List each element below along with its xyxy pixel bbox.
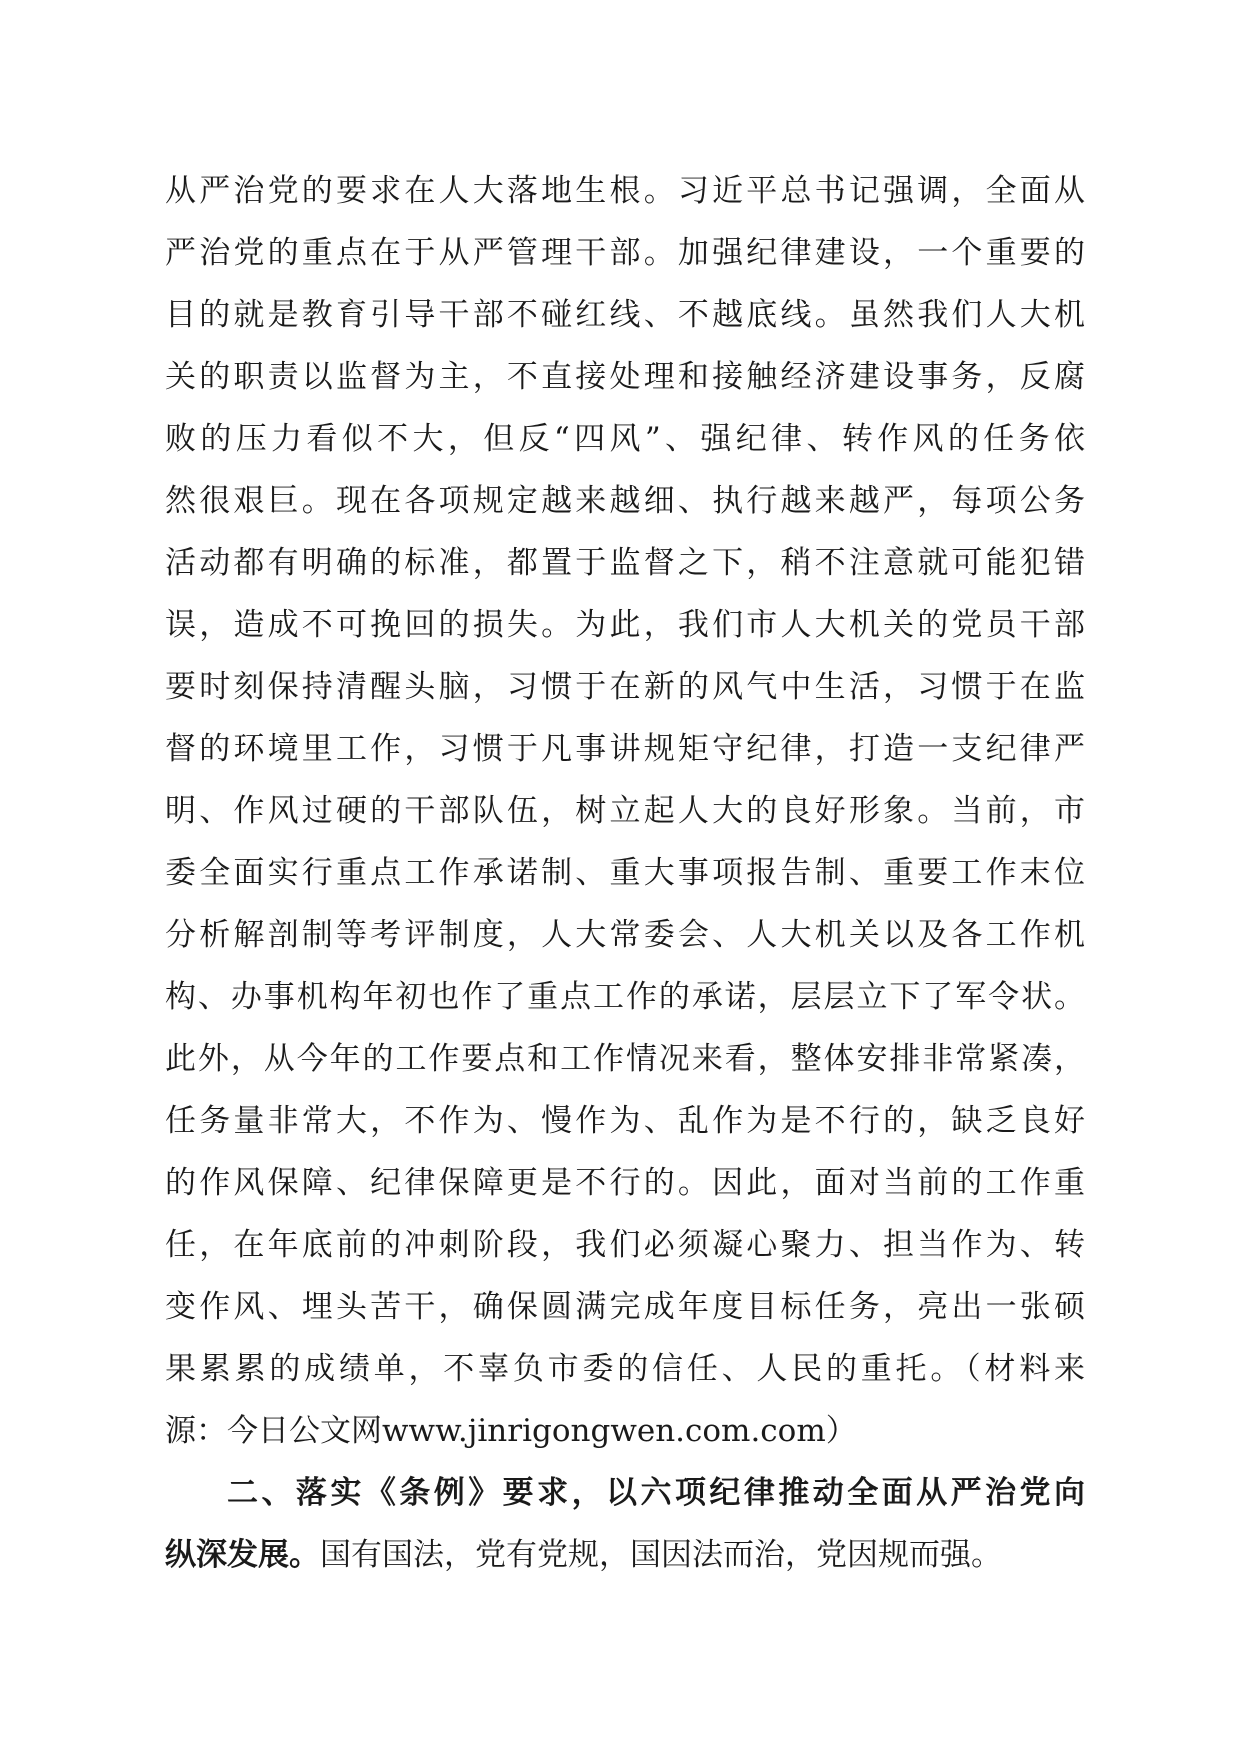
text-line: 误，造成不可挽回的损失。为此，我们市人大机关的党员干部 [165,607,1085,643]
source-line: 源：今日公文网www.jinrigongwen.com.com） [165,1413,857,1449]
text-line: 委全面实行重点工作承诺制、重大事项报告制、重要工作末位 [165,855,1085,891]
text-line: 督的环境里工作，习惯于凡事讲规矩守纪律，打造一支纪律严 [165,731,1085,767]
body-text [165,160,1085,1586]
text-line: 目的就是教育引导干部不碰红线、不越底线。虽然我们人大机 [165,297,1085,333]
text-line: 任，在年底前的冲刺阶段，我们必须凝心聚力、担当作为、转 [165,1227,1085,1263]
text-line: 此外，从今年的工作要点和工作情况来看，整体安排非常紧凑， [165,1041,1085,1077]
text-line: 明、作风过硬的干部队伍，树立起人大的良好形象。当前，市 [165,793,1085,829]
text-line: 分析解剖制等考评制度，人大常委会、人大机关以及各工作机 [165,917,1085,953]
text-line: 活动都有明确的标准，都置于监督之下，稍不注意就可能犯错 [165,545,1085,581]
text-line: 构、办事机构年初也作了重点工作的承诺，层层立下了军令状。 [165,979,1085,1015]
text-line: 要时刻保持清醒头脑，习惯于在新的风气中生活，习惯于在监 [165,669,1085,705]
section-heading-end: 纵深发展。 [165,1537,320,1573]
text-line: 任务量非常大，不作为、慢作为、乱作为是不行的，缺乏良好 [165,1103,1085,1139]
text-line: 关的职责以监督为主，不直接处理和接触经济建设事务，反腐 [165,359,1085,395]
text-line: 败的压力看似不大，但反“四风”、强纪律、转作风的任务依 [165,421,1085,457]
section-heading: 二、落实《条例》要求，以六项纪律推动全面从严治党向 [227,1475,1085,1511]
text-line: 然很艰巨。现在各项规定越来越细、执行越来越严，每项公务 [165,483,1085,519]
text-line: 变作风、埋头苦干，确保圆满完成年度目标任务，亮出一张硕 [165,1289,1085,1325]
text-line: 的作风保障、纪律保障更是不行的。因此，面对当前的工作重 [165,1165,1085,1201]
text-line: 从严治党的要求在人大落地生根。习近平总书记强调，全面从 [165,173,1085,209]
text-line: 果累累的成绩单，不辜负市委的信任、人民的重托。（材料来 [165,1351,1085,1387]
section-heading-continuation [165,1524,1085,1586]
text-line: 严治党的重点在于从严管理干部。加强纪律建设，一个重要的 [165,235,1085,271]
section-body-start: 国有国法，党有党规，国因法而治，党因规而强。 [320,1537,1002,1573]
